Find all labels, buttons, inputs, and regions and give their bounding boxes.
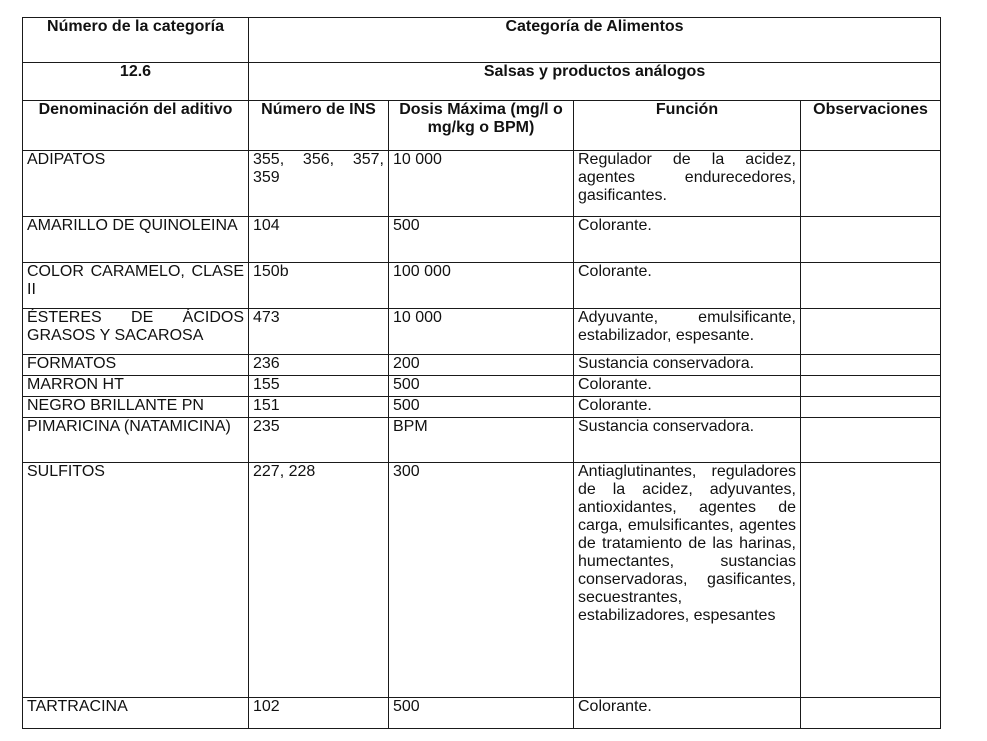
column-header-row — [23, 101, 941, 151]
cell-ins: 236 — [249, 355, 389, 376]
cell-ins: 151 — [249, 397, 389, 418]
cell-additive: FORMATOS — [23, 355, 249, 376]
cell-function: Antiaglutinantes, reguladores de la acidez, adyuvantes, antioxidantes, agentes de carga, emulsificantes, agentes de tratamiento de las harinas, humectantes, sustancias conservadoras, gasificantes, secuestrantes, estabilizadores, espesantes — [574, 463, 801, 698]
cell-function: Colorante. — [574, 217, 801, 263]
cell-function: Colorante. — [574, 263, 801, 309]
cell-ins: 473 — [249, 309, 389, 355]
cell-dose: 200 — [389, 355, 574, 376]
cell-ins: 102 — [249, 698, 389, 729]
table-row — [23, 263, 941, 309]
cell-dose: 500 — [389, 698, 574, 729]
cell-ins: 355, 356, 357, 359 — [249, 151, 389, 217]
table-row — [23, 355, 941, 376]
cell-additive: PIMARICINA (NATAMICINA) — [23, 418, 249, 463]
cell-observations — [801, 151, 941, 217]
cell-additive: COLOR CARAMELO, CLASE II — [23, 263, 249, 309]
cell-function: Sustancia conservadora. — [574, 355, 801, 376]
cell-observations — [801, 418, 941, 463]
cell-additive: TARTRACINA — [23, 698, 249, 729]
cell-ins: 155 — [249, 376, 389, 397]
cell-dose: 100 000 — [389, 263, 574, 309]
cell-additive: SULFITOS — [23, 463, 249, 698]
cell-observations — [801, 217, 941, 263]
cell-additive: NEGRO BRILLANTE PN — [23, 397, 249, 418]
cell-observations — [801, 463, 941, 698]
food-category-label: Categoría de Alimentos — [249, 18, 941, 63]
table-row — [23, 397, 941, 418]
category-number-label: Número de la categoría — [23, 18, 249, 63]
col-header-max-dose: Dosis Máxima (mg/l o mg/kg o BPM) — [389, 101, 574, 151]
cell-ins: 150b — [249, 263, 389, 309]
cell-ins: 235 — [249, 418, 389, 463]
cell-observations — [801, 698, 941, 729]
cell-dose: 500 — [389, 397, 574, 418]
col-header-observations: Observaciones — [801, 101, 941, 151]
table-row — [23, 418, 941, 463]
header-row-category — [23, 18, 941, 63]
cell-ins: 104 — [249, 217, 389, 263]
cell-function: Colorante. — [574, 698, 801, 729]
cell-function: Adyuvante, emulsificante, estabilizador, espesante. — [574, 309, 801, 355]
cell-additive: ÉSTERES DE ÁCIDOS GRASOS Y SACAROSA — [23, 309, 249, 355]
header-row-values — [23, 63, 941, 101]
cell-function: Sustancia conservadora. — [574, 418, 801, 463]
table-row — [23, 698, 941, 729]
cell-ins: 227, 228 — [249, 463, 389, 698]
cell-dose: 10 000 — [389, 309, 574, 355]
cell-additive: ADIPATOS — [23, 151, 249, 217]
table-row — [23, 309, 941, 355]
cell-observations — [801, 355, 941, 376]
category-name: Salsas y productos análogos — [249, 63, 941, 101]
cell-observations — [801, 309, 941, 355]
cell-dose: 10 000 — [389, 151, 574, 217]
cell-function: Colorante. — [574, 376, 801, 397]
cell-observations — [801, 263, 941, 309]
cell-dose: 300 — [389, 463, 574, 698]
cell-function: Regulador de la acidez, agentes endurecedores, gasificantes. — [574, 151, 801, 217]
cell-observations — [801, 397, 941, 418]
col-header-additive: Denominación del aditivo — [23, 101, 249, 151]
table-row — [23, 463, 941, 698]
cell-observations — [801, 376, 941, 397]
cell-function: Colorante. — [574, 397, 801, 418]
table-row — [23, 151, 941, 217]
col-header-function: Función — [574, 101, 801, 151]
cell-additive: AMARILLO DE QUINOLEINA — [23, 217, 249, 263]
category-number: 12.6 — [23, 63, 249, 101]
col-header-ins: Número de INS — [249, 101, 389, 151]
additives-table — [22, 17, 941, 729]
cell-dose: 500 — [389, 376, 574, 397]
cell-additive: MARRON HT — [23, 376, 249, 397]
cell-dose: 500 — [389, 217, 574, 263]
cell-dose: BPM — [389, 418, 574, 463]
table-row — [23, 376, 941, 397]
table-row — [23, 217, 941, 263]
